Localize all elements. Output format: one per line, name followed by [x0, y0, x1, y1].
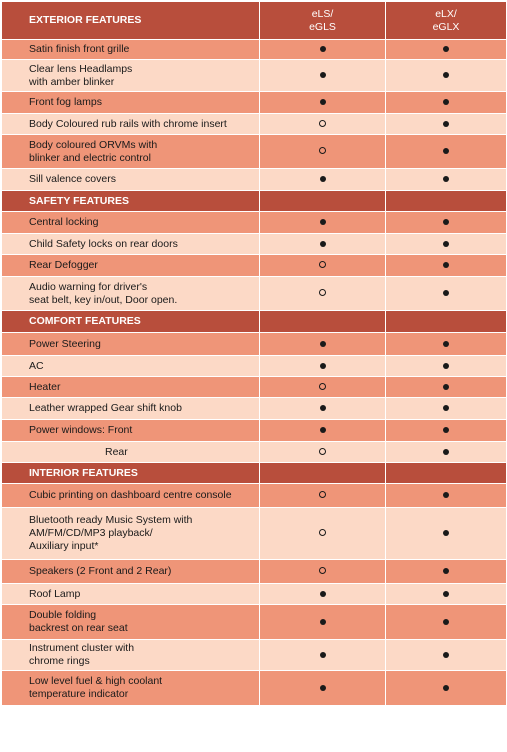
standard-dot-icon [320, 427, 326, 433]
feature-label: Sill valence covers [2, 169, 260, 191]
header-spacer [260, 191, 386, 212]
feature-row [2, 377, 507, 398]
availability-cell [260, 484, 386, 508]
feature-label: Power windows: Front [2, 420, 260, 442]
availability-cell [386, 640, 507, 671]
availability-cell [260, 135, 386, 169]
feature-label: Cubic printing on dashboard centre console [2, 484, 260, 508]
standard-dot-icon [320, 219, 326, 225]
availability-cell [260, 169, 386, 191]
feature-row [2, 420, 507, 442]
availability-cell [386, 560, 507, 584]
standard-dot-icon [320, 685, 326, 691]
availability-cell [260, 398, 386, 420]
feature-label: Clear lens Headlamps with amber blinker [2, 60, 260, 92]
availability-cell [386, 169, 507, 191]
section-header [2, 463, 507, 484]
standard-dot-icon [320, 176, 326, 182]
standard-dot-icon [443, 363, 449, 369]
feature-label: Central locking [2, 212, 260, 234]
availability-cell [260, 40, 386, 60]
availability-cell [260, 234, 386, 255]
availability-cell [260, 92, 386, 114]
standard-dot-icon [320, 99, 326, 105]
standard-dot-icon [443, 427, 449, 433]
standard-dot-icon [443, 341, 449, 347]
feature-row [2, 169, 507, 191]
standard-dot-icon [443, 619, 449, 625]
header-spacer [386, 463, 507, 484]
standard-dot-icon [443, 591, 449, 597]
availability-cell [386, 212, 507, 234]
standard-dot-icon [320, 652, 326, 658]
feature-row [2, 212, 507, 234]
availability-cell [386, 234, 507, 255]
not-available-circle-icon [319, 529, 326, 536]
feature-row [2, 234, 507, 255]
availability-cell [386, 605, 507, 640]
feature-label: Front fog lamps [2, 92, 260, 114]
standard-dot-icon [443, 652, 449, 658]
header-spacer [260, 463, 386, 484]
availability-cell [386, 333, 507, 356]
availability-cell [260, 508, 386, 560]
standard-dot-icon [443, 241, 449, 247]
feature-row [2, 40, 507, 60]
standard-dot-icon [443, 530, 449, 536]
feature-label: AC [2, 356, 260, 377]
feature-label: Rear [2, 442, 260, 463]
standard-dot-icon [443, 148, 449, 154]
availability-cell [260, 255, 386, 277]
availability-cell [260, 212, 386, 234]
standard-dot-icon [320, 591, 326, 597]
feature-row [2, 560, 507, 584]
standard-dot-icon [443, 46, 449, 52]
availability-cell [386, 420, 507, 442]
availability-cell [260, 277, 386, 311]
feature-label: Speakers (2 Front and 2 Rear) [2, 560, 260, 584]
standard-dot-icon [320, 363, 326, 369]
availability-cell [260, 333, 386, 356]
not-available-circle-icon [319, 289, 326, 296]
standard-dot-icon [443, 685, 449, 691]
standard-dot-icon [320, 619, 326, 625]
availability-cell [260, 114, 386, 135]
availability-cell [386, 356, 507, 377]
feature-label: Bluetooth ready Music System with AM/FM/CD/MP3 playback/ Auxiliary input* [2, 508, 260, 560]
features-table [1, 1, 507, 706]
standard-dot-icon [320, 72, 326, 78]
availability-cell [260, 584, 386, 605]
standard-dot-icon [443, 568, 449, 574]
feature-label: Heater [2, 377, 260, 398]
feature-row [2, 255, 507, 277]
availability-cell [260, 671, 386, 706]
section-header [2, 191, 507, 212]
feature-row [2, 114, 507, 135]
feature-label: Double folding backrest on rear seat [2, 605, 260, 640]
feature-row [2, 356, 507, 377]
section-title: EXTERIOR FEATURES [2, 2, 260, 40]
availability-cell [260, 356, 386, 377]
availability-cell [260, 640, 386, 671]
availability-cell [386, 277, 507, 311]
standard-dot-icon [443, 176, 449, 182]
availability-cell [386, 398, 507, 420]
availability-cell [386, 508, 507, 560]
feature-row [2, 60, 507, 92]
feature-label: Leather wrapped Gear shift knob [2, 398, 260, 420]
section-header [2, 311, 507, 333]
standard-dot-icon [443, 262, 449, 268]
header-spacer [260, 311, 386, 333]
feature-row [2, 135, 507, 169]
availability-cell [260, 560, 386, 584]
availability-cell [260, 442, 386, 463]
availability-cell [260, 377, 386, 398]
not-available-circle-icon [319, 448, 326, 455]
section-header [2, 2, 507, 40]
section-title: SAFETY FEATURES [2, 191, 260, 212]
feature-row [2, 398, 507, 420]
feature-label: Roof Lamp [2, 584, 260, 605]
availability-cell [386, 484, 507, 508]
feature-row [2, 584, 507, 605]
feature-label: Low level fuel & high coolant temperature indicator [2, 671, 260, 706]
feature-label: Instrument cluster with chrome rings [2, 640, 260, 671]
availability-cell [386, 135, 507, 169]
standard-dot-icon [443, 121, 449, 127]
availability-cell [260, 605, 386, 640]
feature-label: Body coloured ORVMs with blinker and electric control [2, 135, 260, 169]
availability-cell [260, 60, 386, 92]
standard-dot-icon [320, 46, 326, 52]
feature-row [2, 640, 507, 671]
availability-cell [386, 255, 507, 277]
availability-cell [386, 92, 507, 114]
standard-dot-icon [443, 492, 449, 498]
feature-row [2, 92, 507, 114]
column-header-els-egls: eLS/ eGLS [260, 2, 386, 40]
standard-dot-icon [320, 241, 326, 247]
not-available-circle-icon [319, 120, 326, 127]
feature-row [2, 671, 507, 706]
availability-cell [386, 114, 507, 135]
standard-dot-icon [443, 384, 449, 390]
feature-row [2, 508, 507, 560]
availability-cell [386, 442, 507, 463]
standard-dot-icon [443, 290, 449, 296]
feature-row [2, 277, 507, 311]
standard-dot-icon [443, 219, 449, 225]
feature-row [2, 442, 507, 463]
feature-label: Body Coloured rub rails with chrome insert [2, 114, 260, 135]
not-available-circle-icon [319, 567, 326, 574]
not-available-circle-icon [319, 383, 326, 390]
standard-dot-icon [443, 99, 449, 105]
feature-label: Audio warning for driver's seat belt, key in/out, Door open. [2, 277, 260, 311]
feature-row [2, 333, 507, 356]
standard-dot-icon [443, 72, 449, 78]
section-title: COMFORT FEATURES [2, 311, 260, 333]
feature-row [2, 605, 507, 640]
features-table-body [2, 2, 507, 706]
feature-label: Power Steering [2, 333, 260, 356]
header-spacer [386, 311, 507, 333]
feature-label: Child Safety locks on rear doors [2, 234, 260, 255]
feature-label: Satin finish front grille [2, 40, 260, 60]
standard-dot-icon [443, 449, 449, 455]
feature-row [2, 484, 507, 508]
availability-cell [386, 377, 507, 398]
standard-dot-icon [320, 341, 326, 347]
section-title: INTERIOR FEATURES [2, 463, 260, 484]
not-available-circle-icon [319, 261, 326, 268]
header-spacer [386, 191, 507, 212]
feature-label: Rear Defogger [2, 255, 260, 277]
availability-cell [386, 671, 507, 706]
availability-cell [386, 60, 507, 92]
availability-cell [260, 420, 386, 442]
standard-dot-icon [320, 405, 326, 411]
not-available-circle-icon [319, 147, 326, 154]
availability-cell [386, 584, 507, 605]
standard-dot-icon [443, 405, 449, 411]
availability-cell [386, 40, 507, 60]
column-header-elx-eglx: eLX/ eGLX [386, 2, 507, 40]
not-available-circle-icon [319, 491, 326, 498]
